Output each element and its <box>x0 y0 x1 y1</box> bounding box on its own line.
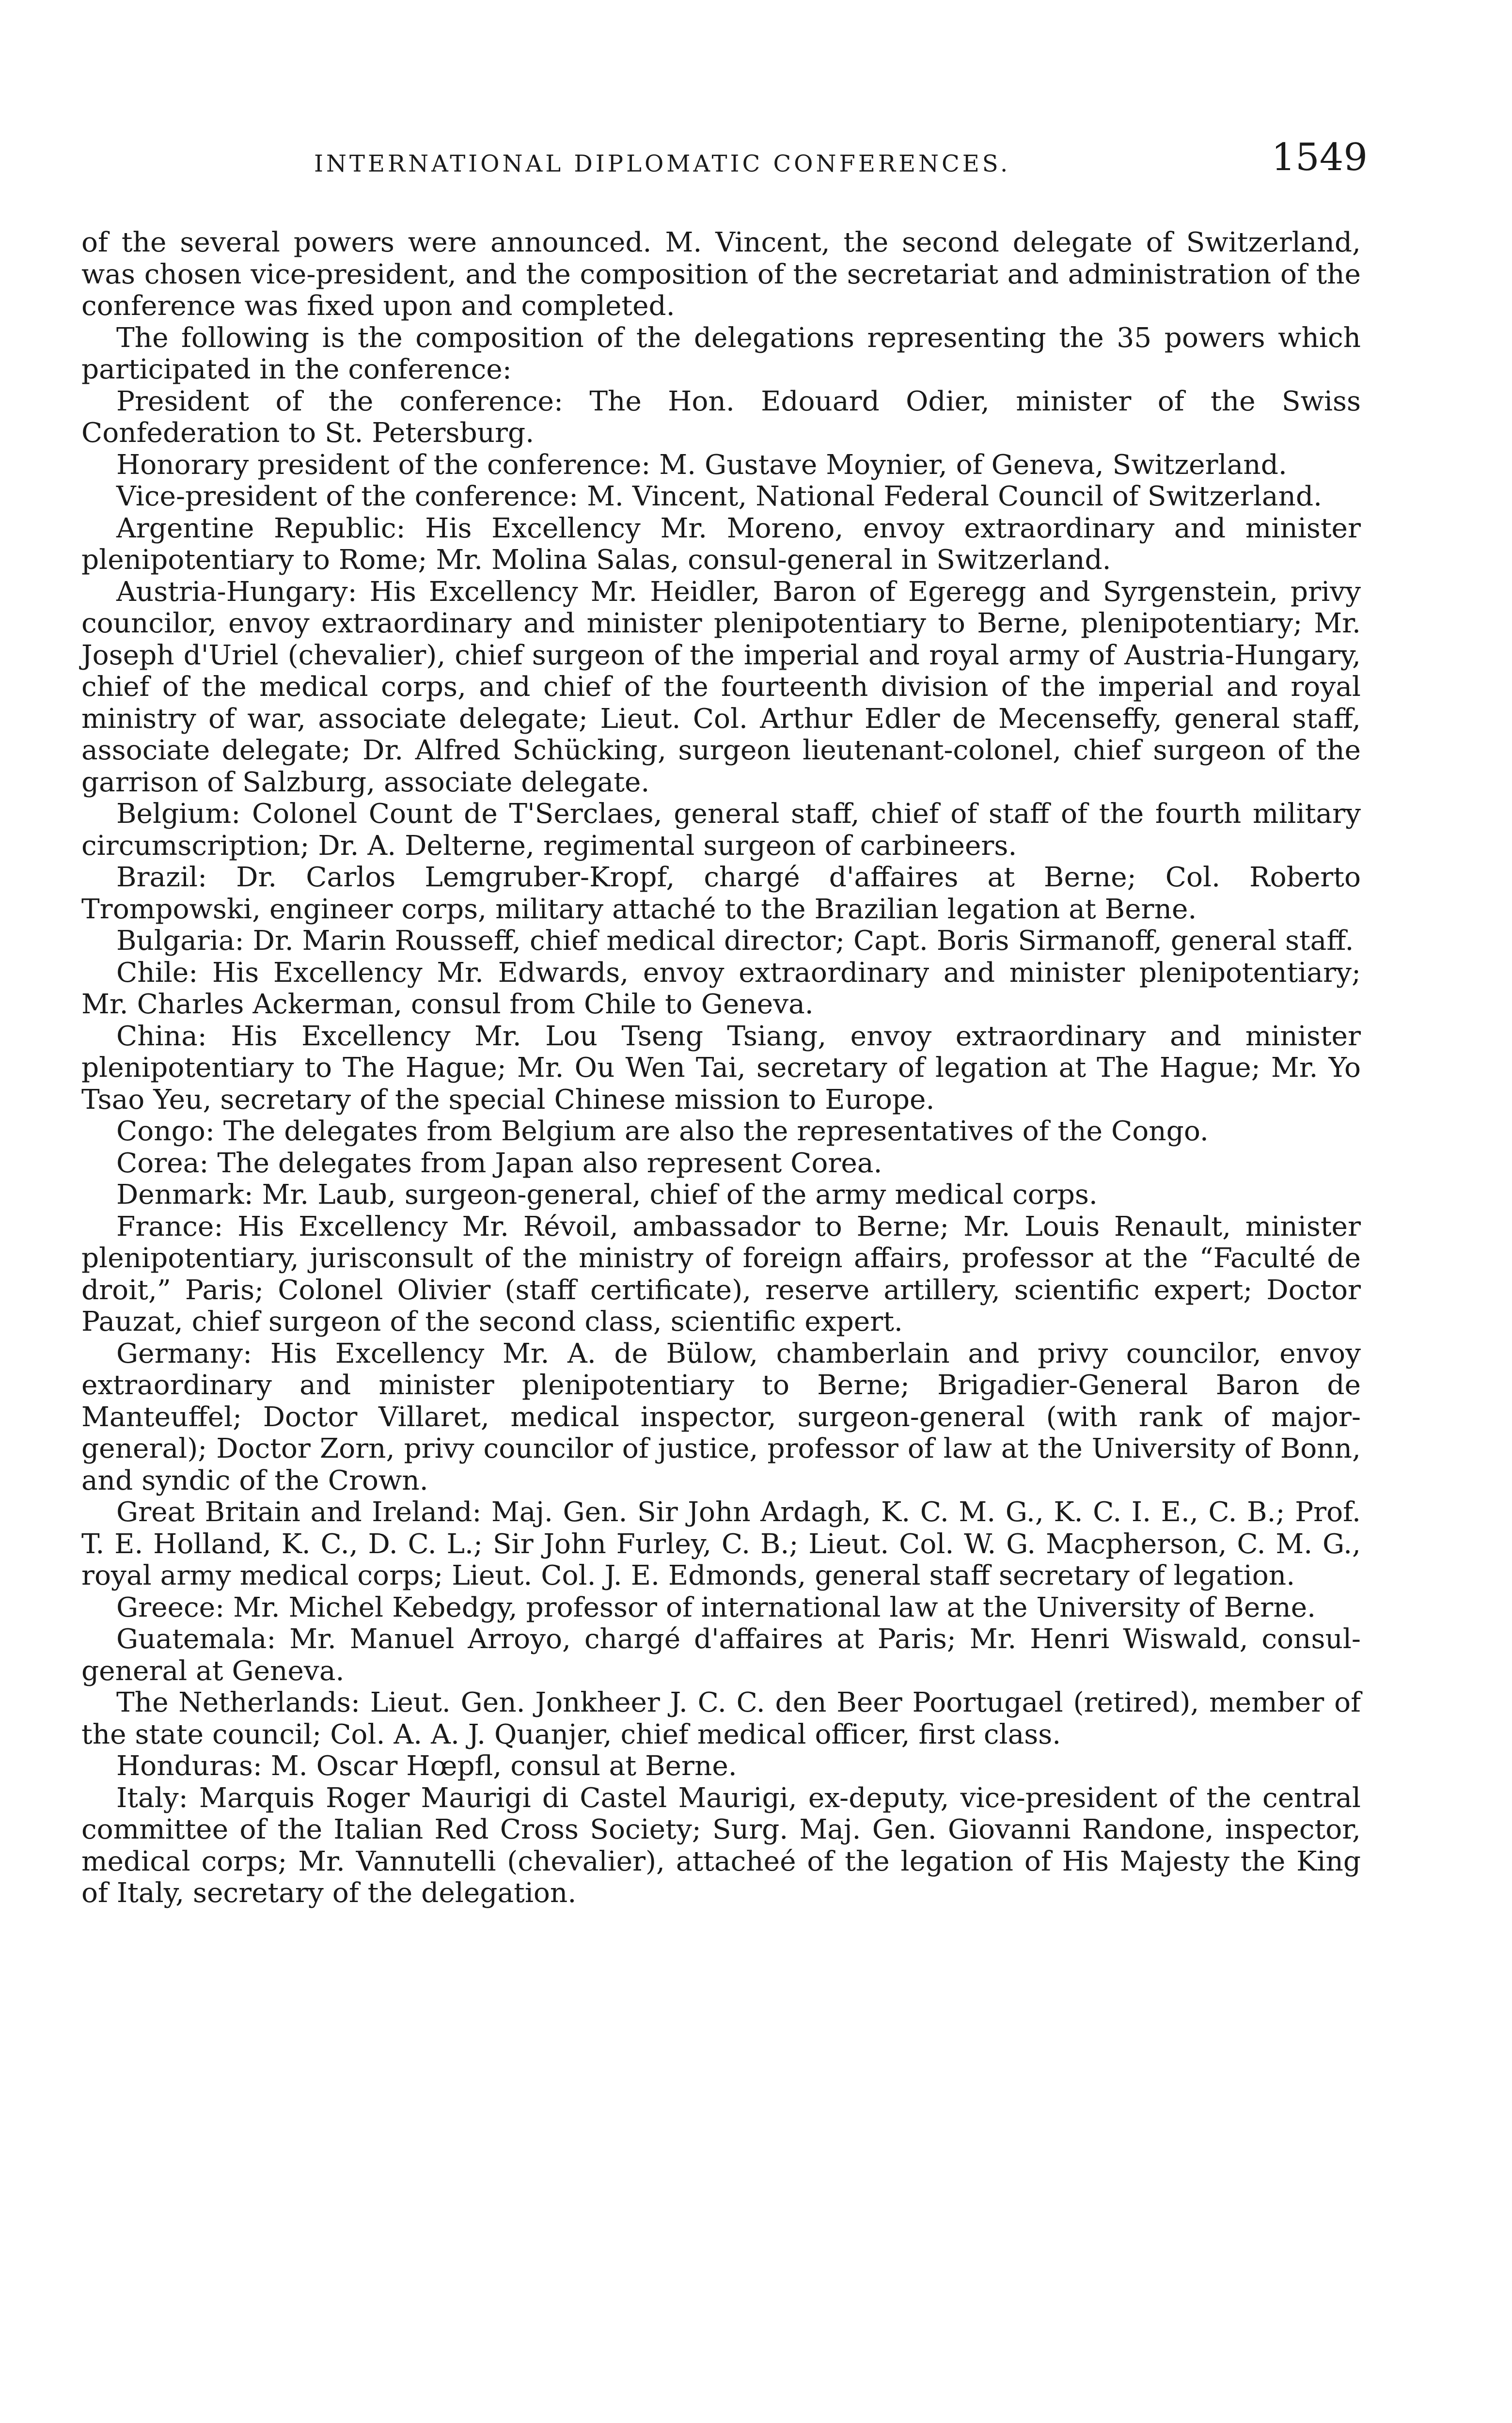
paragraph-austria-hungary: Austria-Hungary: His Excellency Mr. Heidler, Baron of Egeregg and Syrgenstein, privy councilor, envoy extraordinary and minister plenipotentiary to Berne, plenipotentiary; Mr. Joseph d'Uriel (chevalier), chief surgeon of the imperial and royal army of Austria-Hungary, chief of the medical corps, and chief of the fourteenth division of the imperial and royal ministry of war, associate delegate; Lieut. Col. Arthur Edler de Mecenseffy, general staff, associate delegate; Dr. Alfred Schücking, surgeon lieutenant-colonel, chief surgeon of the garrison of Salzburg, associate delegate. <box>81 576 1361 798</box>
paragraph-chile: Chile: His Excellency Mr. Edwards, envoy extraordinary and minister plenipotentiary; Mr. Charles Ackerman, consul from Chile to Geneva. <box>81 957 1361 1020</box>
paragraph-brazil: Brazil: Dr. Carlos Lemgruber-Kropf, chargé d'affaires at Berne; Col. Roberto Trompowski, engineer corps, military attaché to the Brazilian legation at Berne. <box>81 862 1361 925</box>
paragraph-congo: Congo: The delegates from Belgium are also the representatives of the Congo. <box>116 1116 1209 1147</box>
paragraph-denmark: Denmark: Mr. Laub, surgeon-general, chief of the army medical corps. <box>116 1179 1098 1211</box>
paragraph-president: President of the conference: The Hon. Edouard Odier, minister of the Swiss Confederation to St. Petersburg. <box>81 385 1361 449</box>
paragraph-bulgaria: Bulgaria: Dr. Marin Rousseff, chief medical director; Capt. Boris Sirmanoff, general staff. <box>116 925 1354 957</box>
page-number: 1549 <box>1271 136 1368 179</box>
running-head <box>81 136 1368 189</box>
paragraph-netherlands: The Netherlands: Lieut. Gen. Jonkheer J. C. C. den Beer Poortugael (retired), member of the state council; Col. A. A. J. Quanjer, chief medical officer, first class. <box>81 1687 1361 1750</box>
paragraph-vice-president: Vice-president of the conference: M. Vincent, National Federal Council of Switzerland. <box>116 481 1323 512</box>
paragraph-france: France: His Excellency Mr. Révoil, ambassador to Berne; Mr. Louis Renault, minister plenipotentiary, jurisconsult of the ministry of foreign affairs, professor at the “Faculté de droit,” Paris; Colonel Olivier (staff certificate), reserve artillery, scientific expert; Doctor Pauzat, chief surgeon of the second class, scientific expert. <box>81 1211 1361 1337</box>
paragraph-china: China: His Excellency Mr. Lou Tseng Tsiang, envoy extraordinary and minister plenipotentiary to The Hague; Mr. Ou Wen Tai, secretary of legation at The Hague; Mr. Yo Tsao Yeu, secretary of the special Chinese mission to Europe. <box>81 1020 1361 1116</box>
paragraph-belgium: Belgium: Colonel Count de T'Serclaes, general staff, chief of staff of the fourth military circumscription; Dr. A. Delterne, regimental surgeon of carbineers. <box>81 798 1361 862</box>
paragraph-continued: of the several powers were announced. M. Vincent, the second delegate of Switzerland, was chosen vice-president, and the composition of the secretariat and administration of the conference was fixed upon and completed. <box>81 227 1361 322</box>
paragraph-corea: Corea: The delegates from Japan also represent Corea. <box>116 1147 882 1179</box>
paragraph-argentine-republic: Argentine Republic: His Excellency Mr. Moreno, envoy extraordinary and minister plenipotentiary to Rome; Mr. Molina Salas, consul-general in Switzerland. <box>81 512 1361 576</box>
paragraph-delegations-intro: The following is the composition of the delegations representing the 35 powers which participated in the conference: <box>81 322 1361 385</box>
book-page <box>81 136 1368 1909</box>
paragraph-germany: Germany: His Excellency Mr. A. de Bülow, chamberlain and privy councilor, envoy extraordinary and minister plenipotentiary to Berne; Brigadier-General Baron de Manteuffel; Doctor Villaret, medical inspector, surgeon-general (with rank of major-general); Doctor Zorn, privy councilor of justice, professor of law at the University of Bonn, and syndic of the Crown. <box>81 1337 1361 1496</box>
running-title: INTERNATIONAL DIPLOMATIC CONFERENCES. <box>314 150 1011 177</box>
paragraph-honduras: Honduras: M. Oscar Hœpfl, consul at Berne. <box>116 1750 737 1782</box>
paragraph-great-britain: Great Britain and Ireland: Maj. Gen. Sir John Ardagh, K. C. M. G., K. C. I. E., C. B.; Prof. T. E. Holland, K. C., D. C. L.; Sir John Furley, C. B.; Lieut. Col. W. G. Macpherson, C. M. G., royal army medical corps; Lieut. Col. J. E. Edmonds, general staff secretary of legation. <box>81 1496 1361 1591</box>
paragraph-guatemala: Guatemala: Mr. Manuel Arroyo, chargé d'affaires at Paris; Mr. Henri Wiswald, consul-general at Geneva. <box>81 1623 1361 1687</box>
paragraph-greece: Greece: Mr. Michel Kebedgy, professor of international law at the University of Berne. <box>116 1591 1316 1623</box>
paragraph-italy: Italy: Marquis Roger Maurigi di Castel Maurigi, ex-deputy, vice-president of the central committee of the Italian Red Cross Society; Surg. Maj. Gen. Giovanni Randone, inspector, medical corps; Mr. Vannutelli (chevalier), attacheé of the legation of His Majesty the King of Italy, secretary of the delegation. <box>81 1782 1361 1909</box>
page-body <box>81 227 1361 1909</box>
paragraph-honorary-president: Honorary president of the conference: M. Gustave Moynier, of Geneva, Switzerland. <box>116 449 1287 481</box>
